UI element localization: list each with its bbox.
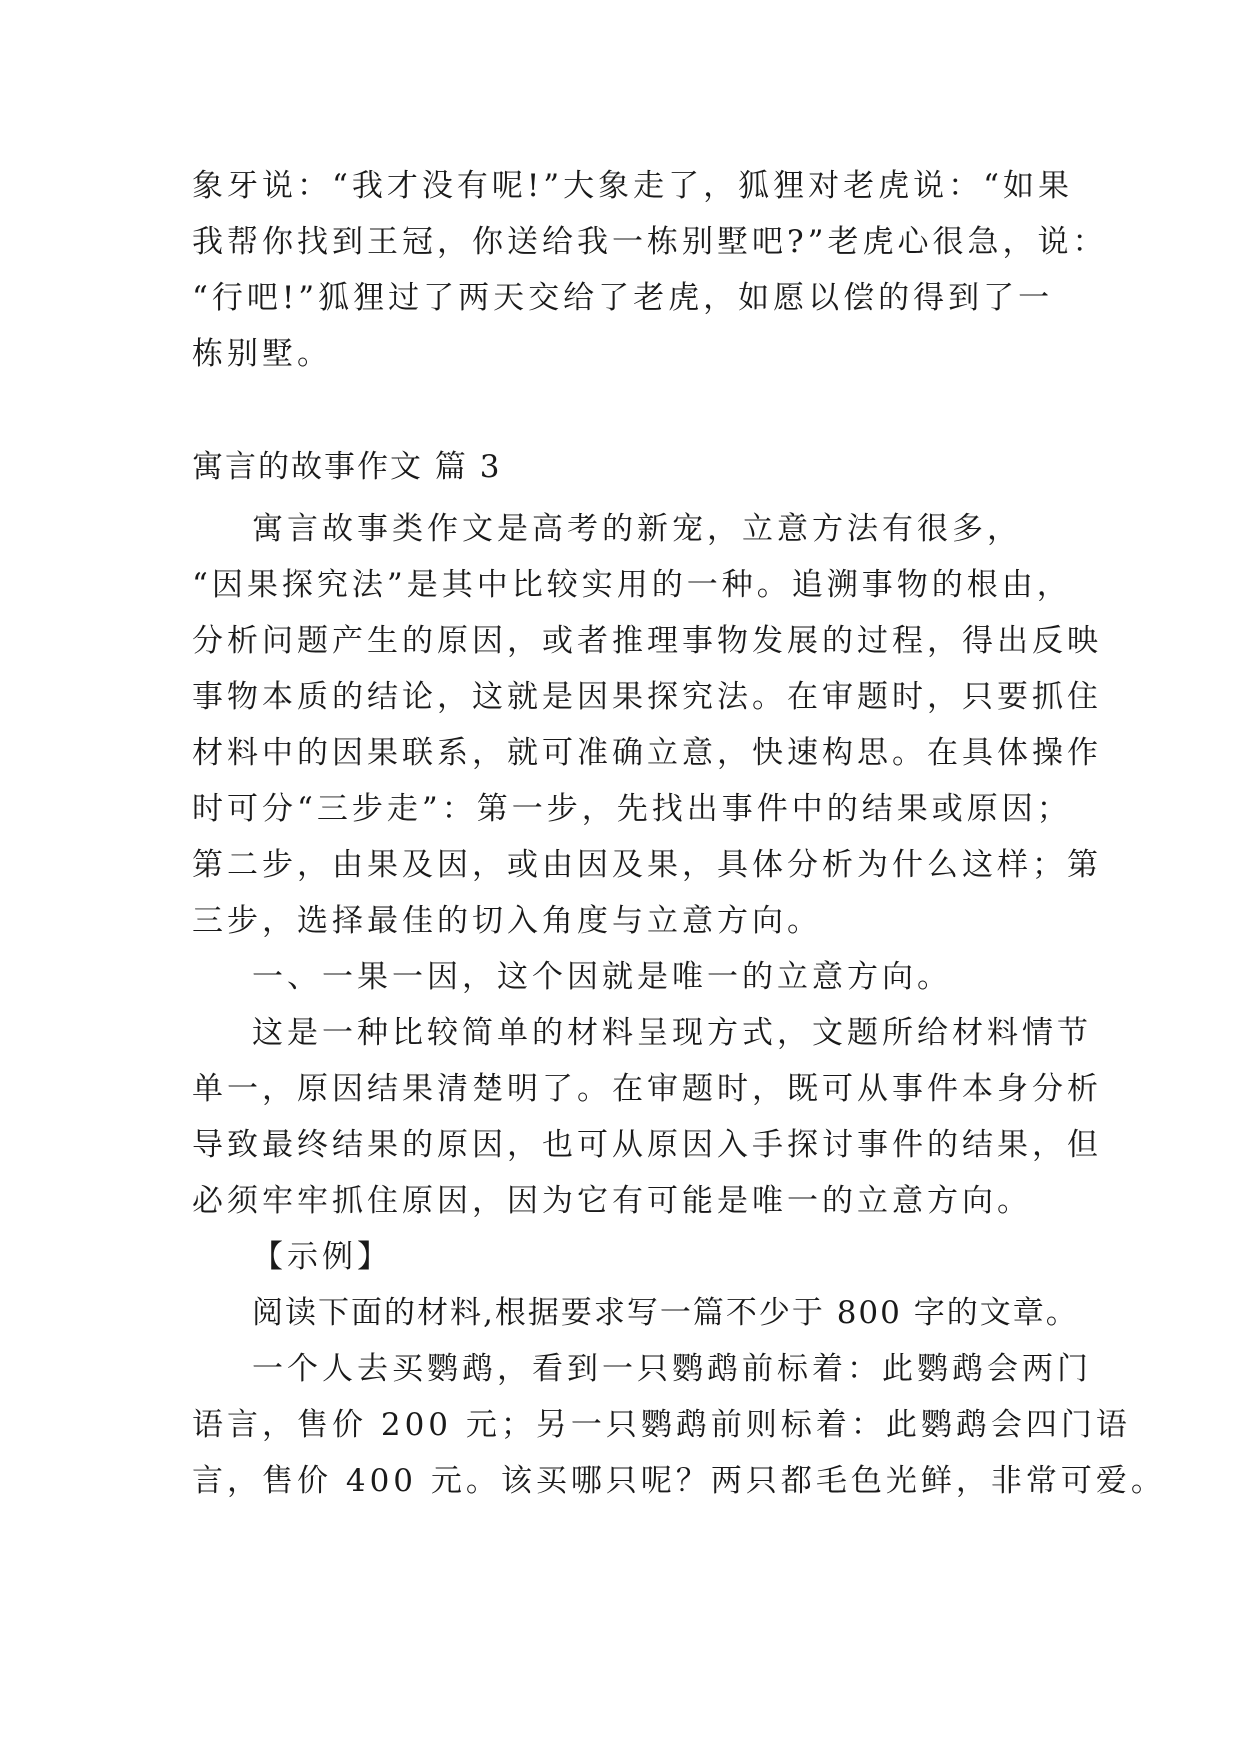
body-line-5: 材料中的因果联系，就可准确立意，快速构思。在具体操作 [192, 735, 1102, 771]
continuation-line-4: 栋别墅。 [192, 336, 332, 372]
body-line-12: 导致最终结果的原因，也可从原因入手探讨事件的结果，但 [192, 1127, 1102, 1163]
body-line-18: 言，售价 400 元。该买哪只呢？两只都毛色光鲜，非常可爱。 [192, 1463, 1166, 1499]
body-line-4: 事物本质的结论，这就是因果探究法。在审题时，只要抓住 [192, 679, 1102, 715]
body-line-17: 语言，售价 200 元；另一只鹦鹉前则标着：此鹦鹉会四门语 [192, 1407, 1131, 1443]
body-line-3: 分析问题产生的原因，或者推理事物发展的过程，得出反映 [192, 623, 1102, 659]
body-line-16: 一个人去买鹦鹉，看到一只鹦鹉前标着：此鹦鹉会两门 [252, 1351, 1092, 1387]
section-heading: 寓言的故事作文 篇 3 [192, 449, 502, 485]
continuation-line-3: “行吧!”狐狸过了两天交给了老虎，如愿以偿的得到了一 [192, 280, 1054, 316]
body-line-15: 阅读下面的材料,根据要求写一篇不少于 800 字的文章。 [252, 1295, 1079, 1331]
body-line-8: 三步，选择最佳的切入角度与立意方向。 [192, 903, 822, 939]
body-line-10: 这是一种比较简单的材料呈现方式，文题所给材料情节 [252, 1015, 1092, 1051]
body-line-11: 单一，原因结果清楚明了。在审题时，既可从事件本身分析 [192, 1071, 1102, 1107]
continuation-line-2: 我帮你找到王冠，你送给我一栋别墅吧?”老虎心很急，说： [192, 224, 1108, 260]
body-line-9: 一、一果一因，这个因就是唯一的立意方向。 [252, 959, 952, 995]
body-line-6: 时可分“三步走”：第一步，先找出事件中的结果或原因； [192, 791, 1072, 827]
body-line-7: 第二步，由果及因，或由因及果，具体分析为什么这样；第 [192, 847, 1102, 883]
body-line-13: 必须牢牢抓住原因，因为它有可能是唯一的立意方向。 [192, 1183, 1032, 1219]
continuation-line-1: 象牙说：“我才没有呢!”大象走了，狐狸对老虎说：“如果 [192, 168, 1073, 204]
body-line-1: 寓言故事类作文是高考的新宠，立意方法有很多， [252, 511, 1022, 547]
body-line-2: “因果探究法”是其中比较实用的一种。追溯事物的根由， [192, 567, 1072, 603]
example-label: 【示例】 [252, 1239, 392, 1275]
